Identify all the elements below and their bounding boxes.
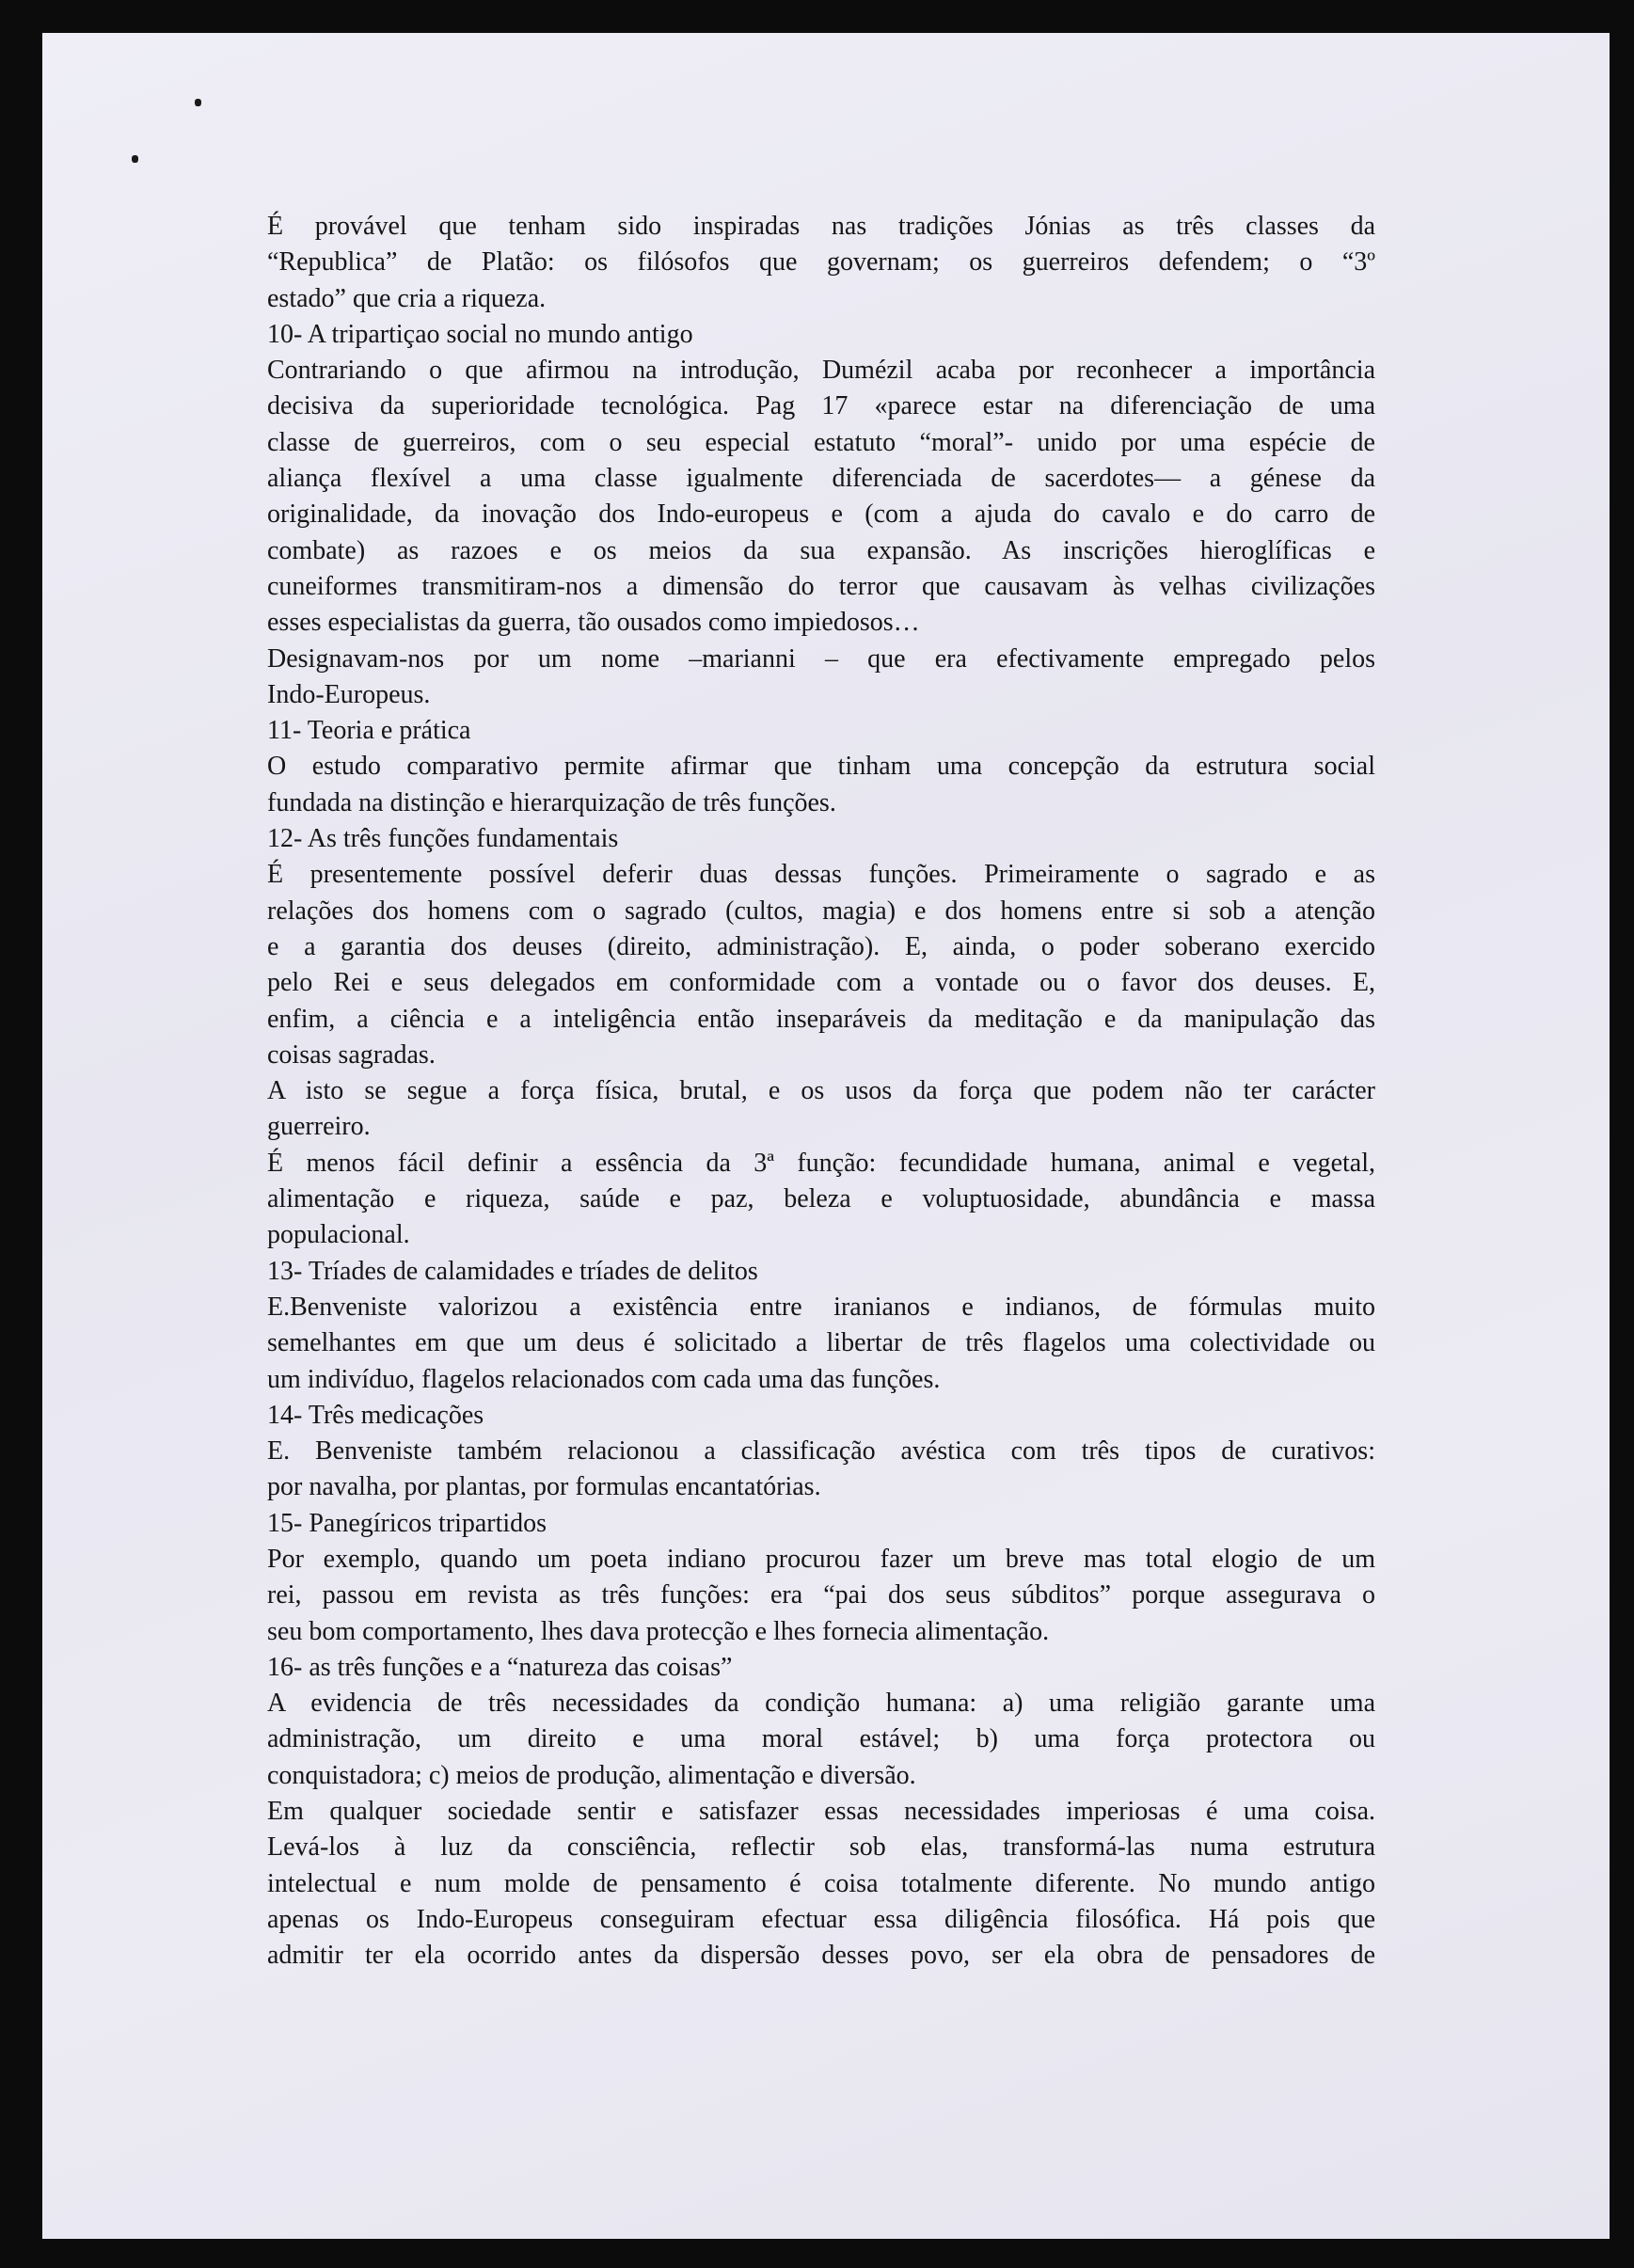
text-line: 13- Tríades de calamidades e tríades de delitos xyxy=(267,1256,758,1286)
ink-speck xyxy=(132,155,138,163)
text-line: É provável que tenham sido inspiradas nas tradições Jónias as três classes da xyxy=(267,212,1375,241)
text-line: “Republica” de Platão: os filósofos que governam; os guerreiros defendem; o “3º xyxy=(267,247,1375,278)
text-line: conquistadora; c) meios de produção, alimentação e diversão. xyxy=(267,1760,916,1790)
text-line: rei, passou em revista as três funções: era “pai dos seus súbditos” porque assegurava o xyxy=(267,1580,1375,1610)
text-line: O estudo comparativo permite afirmar que tinham uma concepção da estrutura social xyxy=(267,752,1375,782)
text-line: populacional. xyxy=(267,1220,410,1250)
text-line: esses especialistas da guerra, tão ousados como impiedosos… xyxy=(267,608,920,638)
text-line: seu bom comportamento, lhes dava protecção e lhes fornecia alimentação. xyxy=(267,1616,1050,1646)
text-line: combate) as razoes e os meios da sua expansão. As inscrições hieroglíficas e xyxy=(267,535,1375,565)
text-line: coisas sagradas. xyxy=(267,1039,436,1070)
text-line: intelectual e num molde de pensamento é coisa totalmente diferente. No mundo antigo xyxy=(267,1868,1375,1898)
text-line: E. Benveniste também relacionou a classificação avéstica com três tipos de curativos: xyxy=(267,1436,1375,1467)
text-line: Contrariando o que afirmou na introdução, Dumézil acaba por reconhecer a importância xyxy=(267,356,1375,386)
text-line: 11- Teoria e prática xyxy=(267,716,471,746)
text-line: relações dos homens com o sagrado (cultos, magia) e dos homens entre si sob a atenção xyxy=(267,896,1375,926)
text-line: Levá-los à luz da consciência, reflectir sob elas, transformá-las numa estrutura xyxy=(267,1832,1375,1863)
text-line: semelhantes em que um deus é solicitado a libertar de três flagelos uma colectividade ou xyxy=(267,1328,1375,1358)
text-line: É menos fácil definir a essência da 3ª função: fecundidade humana, animal e vegetal, xyxy=(267,1148,1375,1178)
text-line: pelo Rei e seus delegados em conformidade com a vontade ou o favor dos deuses. E, xyxy=(267,968,1375,998)
text-line: por navalha, por plantas, por formulas encantatórias. xyxy=(267,1472,821,1502)
text-line: um indivíduo, flagelos relacionados com cada uma das funções. xyxy=(267,1364,941,1394)
text-line: Indo-Europeus. xyxy=(267,679,431,709)
text-line: A isto se segue a força física, brutal, e os usos da força que podem não ter carácter xyxy=(267,1076,1375,1106)
text-line: Por exemplo, quando um poeta indiano procurou fazer um breve mas total elogio de um xyxy=(267,1544,1375,1574)
text-line: Em qualquer sociedade sentir e satisfazer essas necessidades imperiosas é uma coisa. xyxy=(267,1797,1375,1827)
ink-speck xyxy=(195,99,201,106)
text-line: admitir ter ela ocorrido antes da dispersão desses povo, ser ela obra de pensadores de xyxy=(267,1941,1375,1971)
text-line: É presentemente possível deferir duas dessas funções. Primeiramente o sagrado e as xyxy=(267,860,1375,890)
text-line: A evidencia de três necessidades da condição humana: a) uma religião garante uma xyxy=(267,1689,1375,1719)
text-line: 16- as três funções e a “natureza das coisas” xyxy=(267,1652,733,1682)
text-line: aliança flexível a uma classe igualmente diferenciada de sacerdotes— a génese da xyxy=(267,464,1375,494)
text-line: E.Benveniste valorizou a existência entre iranianos e indianos, de fórmulas muito xyxy=(267,1292,1375,1322)
text-line: estado” que cria a riqueza. xyxy=(267,283,547,313)
text-line: 15- Panegíricos tripartidos xyxy=(267,1508,547,1538)
text-line: cuneiformes transmitiram-nos a dimensão do terror que causavam às velhas civilizações xyxy=(267,571,1375,601)
text-line: guerreiro. xyxy=(267,1112,371,1142)
text-line: originalidade, da inovação dos Indo-europeus e (com a ajuda do cavalo e do carro de xyxy=(267,500,1375,530)
text-line: 10- A tripartiçao social no mundo antigo xyxy=(267,319,693,349)
text-line: decisiva da superioridade tecnológica. Pag 17 «parece estar na diferenciação de uma xyxy=(267,391,1375,421)
text-line: administração, um direito e uma moral estável; b) uma força protectora ou xyxy=(267,1724,1375,1754)
text-line: 14- Três medicações xyxy=(267,1400,484,1430)
text-line: enfim, a ciência e a inteligência então inseparáveis da meditação e da manipulação das xyxy=(267,1004,1375,1034)
text-line: alimentação e riqueza, saúde e paz, beleza e voluptuosidade, abundância e massa xyxy=(267,1184,1375,1214)
text-line: 12- As três funções fundamentais xyxy=(267,824,619,854)
text-line: e a garantia dos deuses (direito, administração). E, ainda, o poder soberano exercido xyxy=(267,931,1375,961)
text-line: classe de guerreiros, com o seu especial estatuto “moral”- unido por uma espécie de xyxy=(267,427,1375,457)
text-line: apenas os Indo-Europeus conseguiram efectuar essa diligência filosófica. Há pois que xyxy=(267,1904,1375,1934)
text-line: Designavam-nos por um nome –marianni – que era efectivamente empregado pelos xyxy=(267,643,1375,674)
document-body xyxy=(267,209,1375,1975)
text-line: fundada na distinção e hierarquização de três funções. xyxy=(267,787,836,817)
